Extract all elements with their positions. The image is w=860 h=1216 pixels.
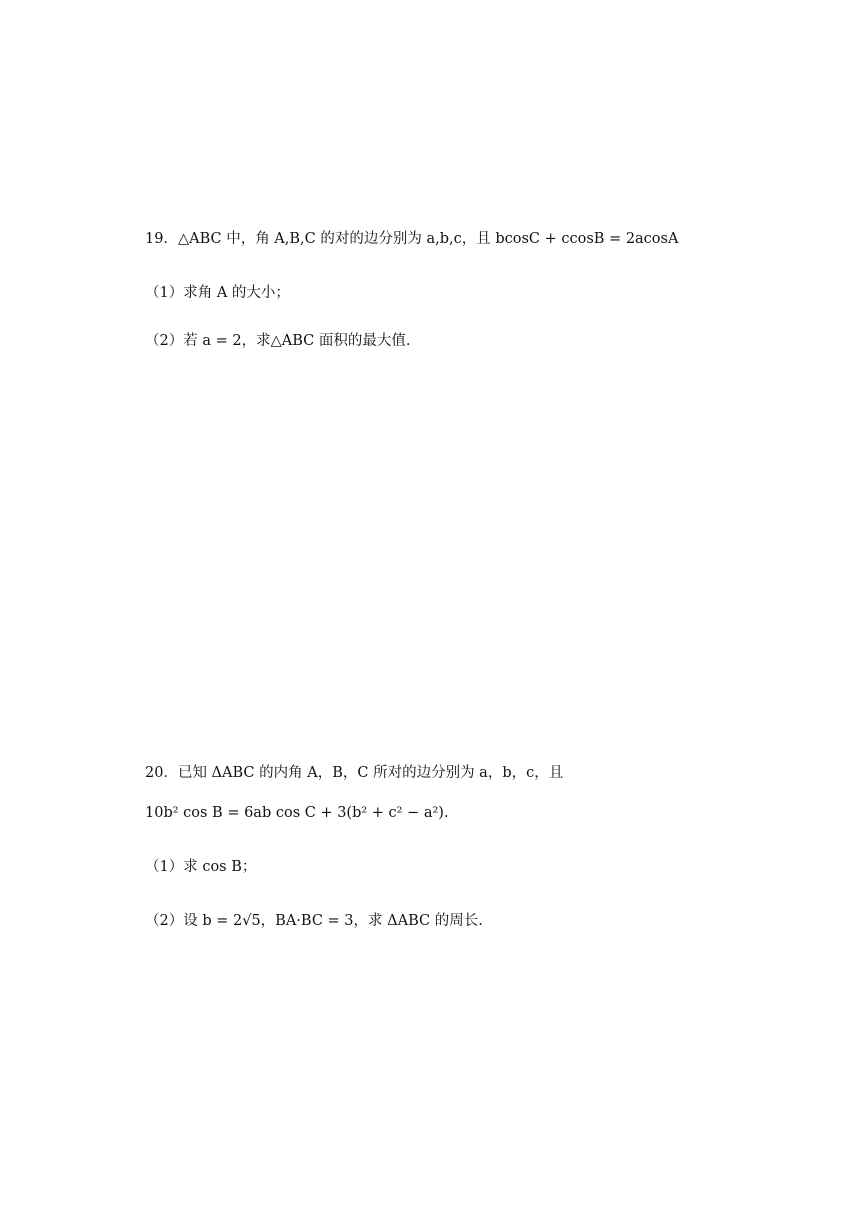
q20-stem: 20．已知 ΔABC 的内角 A，B，C 所对的边分别为 a，b，c，且 xyxy=(145,765,564,781)
q20-equation: 10b² cos B = 6ab cos C + 3(b² + c² − a²). xyxy=(145,805,449,821)
q20-part1: （1）求 cos B； xyxy=(145,859,257,875)
q19-part1: （1）求角 A 的大小； xyxy=(145,285,290,301)
q19-part2: （2）若 a = 2，求△ABC 面积的最大值. xyxy=(145,333,411,349)
q20-part2: （2）设 b = 2√5，BA·BC = 3，求 ΔABC 的周长. xyxy=(145,913,483,929)
q19-stem: 19．△ABC 中，角 A,B,C 的对的边分别为 a,b,c，且 bcosC + ccosB = 2acosA xyxy=(145,231,679,247)
